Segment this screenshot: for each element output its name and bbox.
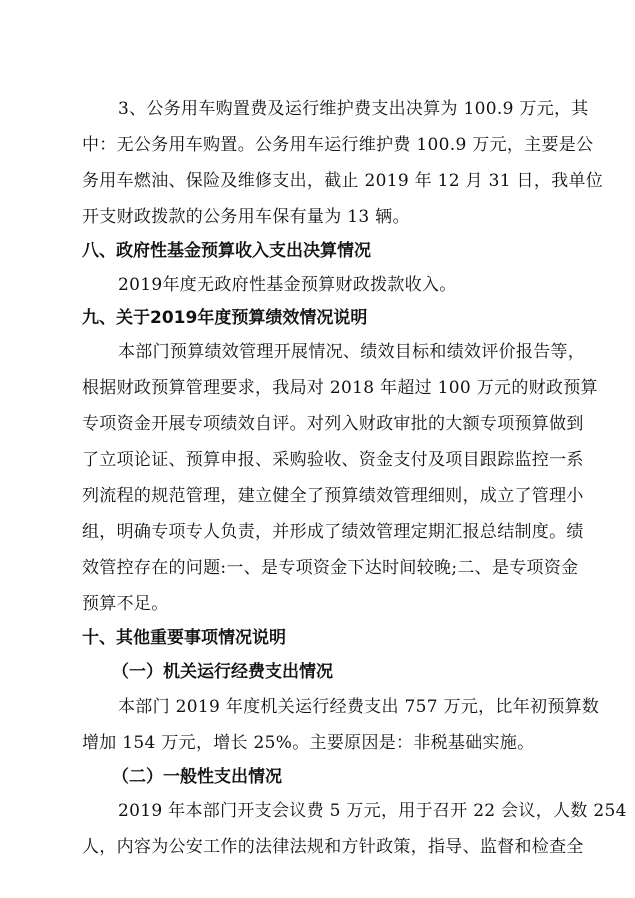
paragraph-line: 了立项论证、预算申报、采购验收、资金支付及项目跟踪监控一系 [82, 450, 584, 470]
paragraph-line: 务用车燃油、保险及维修支出，截止 2019 年 12 月 31 日，我单位 [82, 171, 604, 191]
subsection-heading-2: （二）一般性支出情况 [112, 767, 282, 787]
paragraph-line: 本部门预算绩效管理开展情况、绩效目标和绩效评价报告等， [118, 342, 586, 362]
paragraph-line: 开支财政拨款的公务用车保有量为 13 辆。 [82, 207, 410, 227]
paragraph-line: 2019 年本部门开支会议费 5 万元，用于召开 22 会议，人数 254 [118, 801, 627, 821]
paragraph-line: 组，明确专项专人负责，并形成了绩效管理定期汇报总结制度。绩 [82, 522, 584, 542]
paragraph-line: 效管控存在的问题:一、是专项资金下达时间较晚;二、是专项资金 [82, 558, 579, 578]
paragraph-line: 3、公务用车购置费及运行维护费支出决算为 100.9 万元，其 [118, 99, 589, 119]
paragraph-line: 预算不足。 [82, 594, 169, 614]
paragraph-line: 列流程的规范管理，建立健全了预算绩效管理细则，成立了管理小 [82, 486, 584, 506]
section-heading-9: 九、关于2019年度预算绩效情况说明 [82, 308, 368, 328]
paragraph-line: 增加 154 万元，增长 25%。主要原因是：非税基础实施。 [82, 733, 535, 753]
subsection-heading-1: （一）机关运行经费支出情况 [112, 662, 333, 682]
section-heading-10: 十、其他重要事项情况说明 [82, 628, 286, 648]
paragraph-line: 专项资金开展专项绩效自评。对列入财政审批的大额专项预算做到 [82, 414, 584, 434]
paragraph-line: 根据财政预算管理要求，我局对 2018 年超过 100 万元的财政预算 [82, 378, 598, 398]
paragraph-line: 人，内容为公安工作的法律法规和方针政策，指导、监督和检查全 [82, 837, 584, 857]
section-heading-8: 八、政府性基金预算收入支出决算情况 [82, 241, 371, 261]
paragraph-line: 2019年度无政府性基金预算财政拨款收入。 [118, 275, 457, 295]
paragraph-line: 本部门 2019 年度机关运行经费支出 757 万元，比年初预算数 [118, 697, 600, 717]
paragraph-line: 中：无公务用车购置。公务用车运行维护费 100.9 万元，主要是公 [82, 135, 594, 155]
